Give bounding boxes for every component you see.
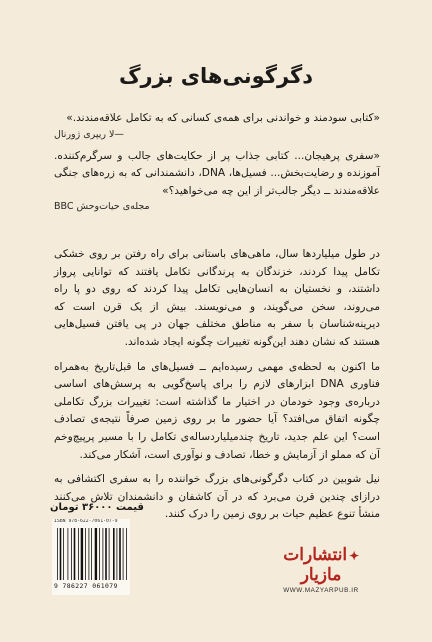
publisher-block <box>262 545 380 594</box>
publisher-logo-icon: ✦ <box>349 549 359 563</box>
barcode-bars <box>55 528 127 582</box>
publisher-logo <box>262 545 380 585</box>
blurb-paragraph: در طول میلیاردها سال، ماهی‌های باستانی برای راه رفتن بر روی خشکی تکامل پیدا کردند، خزندگان به پرندگانی تکامل یافتند که توانایی پرواز داشتند، و نخستیان به انسان‌هایی تکامل پیدا کردند که روی دو پا راه می‌روند، سخن می‌گویند، و می‌نویسند. بیش از یک قرن است که دیرینه‌شناسان با سفر به مناطق مختلف جهان در پی یافتن فسیل‌هایی هستند که نشان دهند این‌گونه تغییرات چگونه ایجاد شده‌اند. <box>54 248 380 348</box>
publisher-name: انتشارات مازیار <box>283 545 348 585</box>
quote-source: مجله‌ی حیات‌وحش BBC <box>54 201 150 212</box>
barcode-digits: 9 786227 061079 <box>54 582 118 590</box>
quote-1 <box>54 110 380 142</box>
publisher-url: WWW.MAZYARPUB.IR <box>283 587 359 594</box>
blurb-paragraph: نیل شوبین در کتاب دگرگونی‌های بزرگ خواننده را به سفری اکتشافی به درازای چندین قرن می‌برد که در آن کاشفان و دانشمندان تلاش می‌کنند منشأ تنوع عظیم حیات بر روی زمین را درک کنند. <box>54 473 380 521</box>
barcode <box>52 519 130 595</box>
price-label: قیمت ۳۶۰۰۰ تومان <box>50 502 144 513</box>
blurb <box>54 246 380 531</box>
blurb-paragraph: ما اکنون به لحظه‌ی مهمی رسیده‌ایم ــ فسیل‌های ما قبل‌تاریخ به‌همراه فناوری DNA ابزارهای لازم را برای پاسخ‌گویی به پرسش‌های اساسی درباره‌ی وجود خودمان در اختیار ما گذاشته است: تغییرات بزرگ تکاملی چگونه اتفاق می‌افتد؟ آیا حضور ما بر روی زمین صرفاً نتیجه‌ی تصادف است؟ این علم جدید، تاریخ چندمیلیارد‌ساله‌ی تکامل را با مسیر پرپیچ‌وخم آن که مملو از آزمایش و خطا، تصادف و نوآوری است، آشکار می‌کند. <box>54 360 380 461</box>
quote-source: —لا ریپری ژورنال <box>54 128 124 140</box>
book-title: دگرگونی‌های بزرگ <box>118 64 314 88</box>
quote-2 <box>54 148 380 215</box>
quotes-section <box>54 110 380 220</box>
isbn-text: ISBN 978-622-7061-07-9 <box>54 519 118 524</box>
quote-text: «کتابی سودمند و خواندنی برای همه‌ی کسانی که به تکامل علاقه‌مندند.» <box>66 112 380 124</box>
quote-text: «سفری پرهیجان... کتابی جذاب پر از حکایت‌های جالب و سرگرم‌کننده. آموزنده و رضایت‌بخش... فسیل‌ها، DNA، دانشمندانی که به زره‌های جنگی علاقه‌مندند ــ دیگر جالب‌تر از این چه می‌خواهید؟» <box>54 149 381 197</box>
